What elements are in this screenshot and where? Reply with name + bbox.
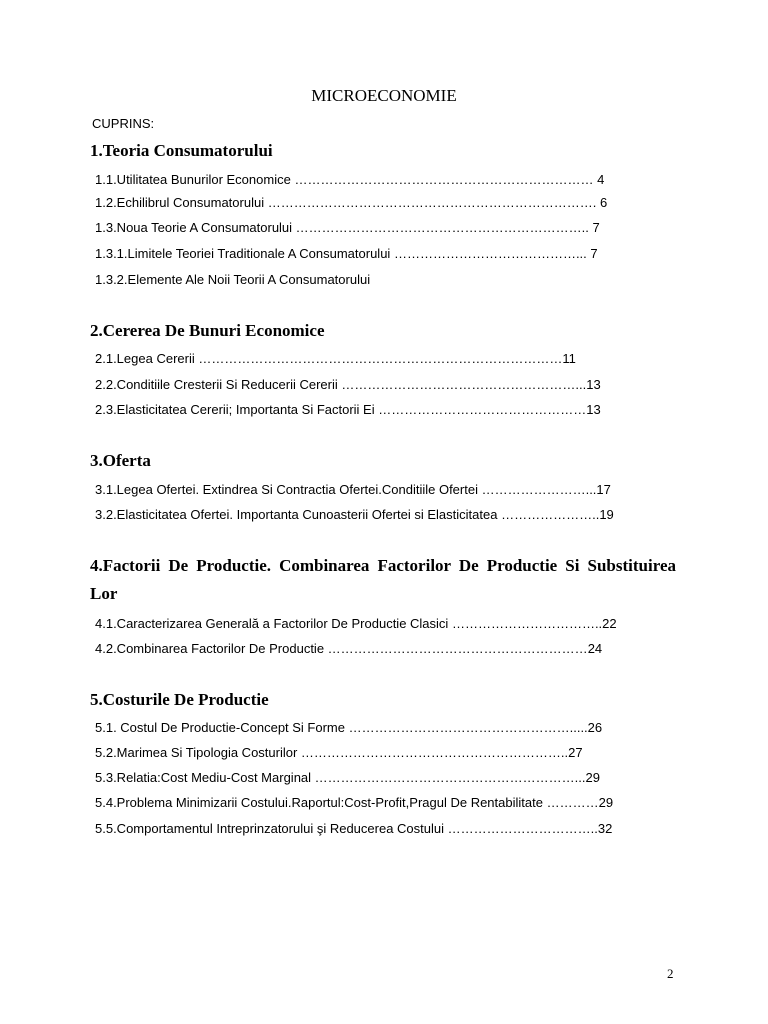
section-heading-2: 2.Cererea De Bunuri Economice	[90, 321, 325, 340]
section-heading-4: 4.Factorii De Productie. Combinarea Factorilor De Productie Si Substituirea Lor	[90, 556, 676, 603]
toc-entry: 1.1.Utilitatea Bunurilor Economice …………………………………………………………… 4	[95, 172, 605, 187]
section-heading-1: 1.Teoria Consumatorului	[90, 141, 273, 160]
toc-entry: 4.2.Combinarea Factorilor De Productie ……………………………………………………24	[95, 641, 603, 656]
page-number: 2	[667, 966, 674, 981]
toc-entry: 1.3.1.Limitele Teoriei Traditionale A Consumatorului ……………………………………... 7	[95, 246, 598, 261]
toc-entry: 1.3.2.Elemente Ale Noii Teorii A Consumatorului	[95, 272, 371, 287]
toc-entry: 2.3.Elasticitatea Cererii; Importanta Si Factorii Ei …………………………………………13	[95, 402, 601, 417]
page-title: MICROECONOMIE	[311, 86, 457, 105]
toc-entry: 3.1.Legea Ofertei. Extindrea Si Contractia Ofertei.Conditiile Ofertei ……………………...17	[95, 482, 611, 497]
toc-entry: 5.3.Relatia:Cost Mediu-Cost Marginal ……………………………………………………...29	[95, 770, 600, 785]
toc-entry: 2.2.Conditiile Cresterii Si Reducerii Cererii ………………………………………………...13	[95, 377, 601, 392]
toc-entry: 5.2.Marimea Si Tipologia Costurilor ……………………………………………………..27	[95, 745, 583, 760]
toc-entry: 4.1.Caracterizarea Generală a Factorilor De Productie Clasici ……………………………..22	[95, 616, 617, 631]
section-heading-3: 3.Oferta	[90, 451, 151, 470]
toc-entry: 5.5.Comportamentul Intreprinzatorului şi Reducerea Costului ……………………………..32	[95, 821, 613, 836]
toc-entry: 3.2.Elasticitatea Ofertei. Importanta Cunoasterii Ofertei si Elasticitatea …………………..19	[95, 507, 614, 522]
toc-entry: 1.2.Echilibrul Consumatorului …………………………………………………………………. 6	[95, 195, 608, 210]
toc-entry: 5.1. Costul De Productie-Concept Si Forme …………………………………………….....26	[95, 720, 603, 735]
toc-entry: 1.3.Noua Teorie A Consumatorului ………………………………………………………….. 7	[95, 220, 600, 235]
cuprins-label: CUPRINS:	[92, 116, 155, 131]
toc-entry: 5.4.Problema Minimizarii Costului.Raportul:Cost-Profit,Pragul De Rentabilitate …………29	[95, 795, 614, 810]
toc-entry: 2.1.Legea Cererii …………………………………………………………………………11	[95, 351, 576, 366]
section-heading-5: 5.Costurile De Productie	[90, 690, 269, 709]
